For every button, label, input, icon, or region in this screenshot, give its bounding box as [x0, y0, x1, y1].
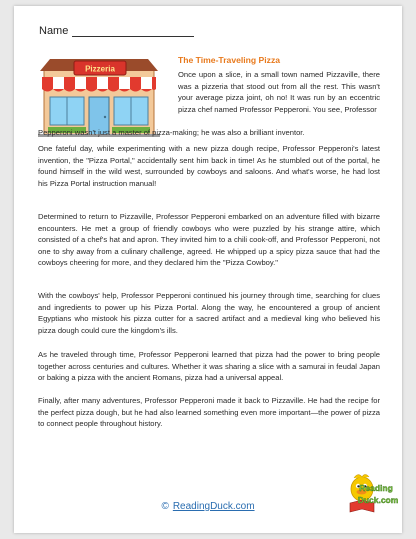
footer-link[interactable]: ReadingDuck.com — [172, 501, 255, 512]
copyright-symbol: © — [161, 501, 169, 512]
story-intro: Once upon a slice, in a small town named Pizzaville, there was a pizzeria that stood out from all the rest. This wasn't your average pizza joint, oh no! It was run by an eccentric pizza chef named Professor Pepperoni. You see, Professor — [178, 70, 380, 114]
story-paragraph: Determined to return to Pizzaville, Professor Pepperoni embarked on an adventure filled with bizarre encounters. He met a group of friendly cowboys who were puzzled by his strange attire, which consisted of a chef's hat and apron. They invited him to a chili cook-off, and Professor Pepperoni, not one to shy away from a culinary challenge, agreed. He whipped up a spicy pizza sauce that had the cowboys cheering for more, and they declared him the "Pizza Cowboy." — [38, 212, 380, 267]
worksheet-page — [14, 6, 402, 533]
story-paragraph: Finally, after many adventures, Professor Pepperoni made it back to Pizzaville. He had the recipe for the perfect pizza dough, but he had also learned something even more important—the power of pizza to connect people throughout history. — [38, 396, 380, 428]
logo-text-reading: Reading — [359, 483, 393, 493]
awning — [42, 77, 156, 92]
reading-duck-logo — [344, 469, 398, 521]
name-field-row — [39, 25, 194, 37]
story-title: The Time-Traveling Pizza — [178, 55, 281, 65]
name-write-line[interactable] — [72, 26, 194, 37]
story-paragraph: As he traveled through time, Professor Pepperoni learned that pizza had the power to bring people together across centuries and cultures. Whether it was sharing a slice with a samurai in feudal Japan or baking a pizza with the ancient Romans, pizza had a universal appeal. — [38, 350, 380, 382]
story-paragraph: One fateful day, while experimenting with a new pizza dough recipe, Professor Pepperoni's latest invention, the "Pizza Portal," accidentally sent him back in time! As he stumbled out of the portal, he found himself in the wild west, surrounded by cowboys and saloons. And what's worse, he had lost his Pizza Portal instruction manual! — [38, 144, 380, 188]
story-intro-continued: Pepperoni wasn't just a master of pizza-making; he was also a brilliant inventor. — [38, 128, 305, 137]
logo-text-duck: Duck.com — [357, 495, 398, 505]
story-paragraph: With the cowboys' help, Professor Pepperoni continued his journey through time, searching for clues and ingredients to power up his Pizza Portal. Along the way, he encountered a group of ancient Egyptians who mistook his pizza cutter for a sacred artifact and a medieval king who believed his pizza dough could cure the kingdom's ills. — [38, 291, 380, 335]
shop-sign-text: Pizzeria — [85, 64, 115, 74]
name-label: Name — [39, 25, 69, 37]
